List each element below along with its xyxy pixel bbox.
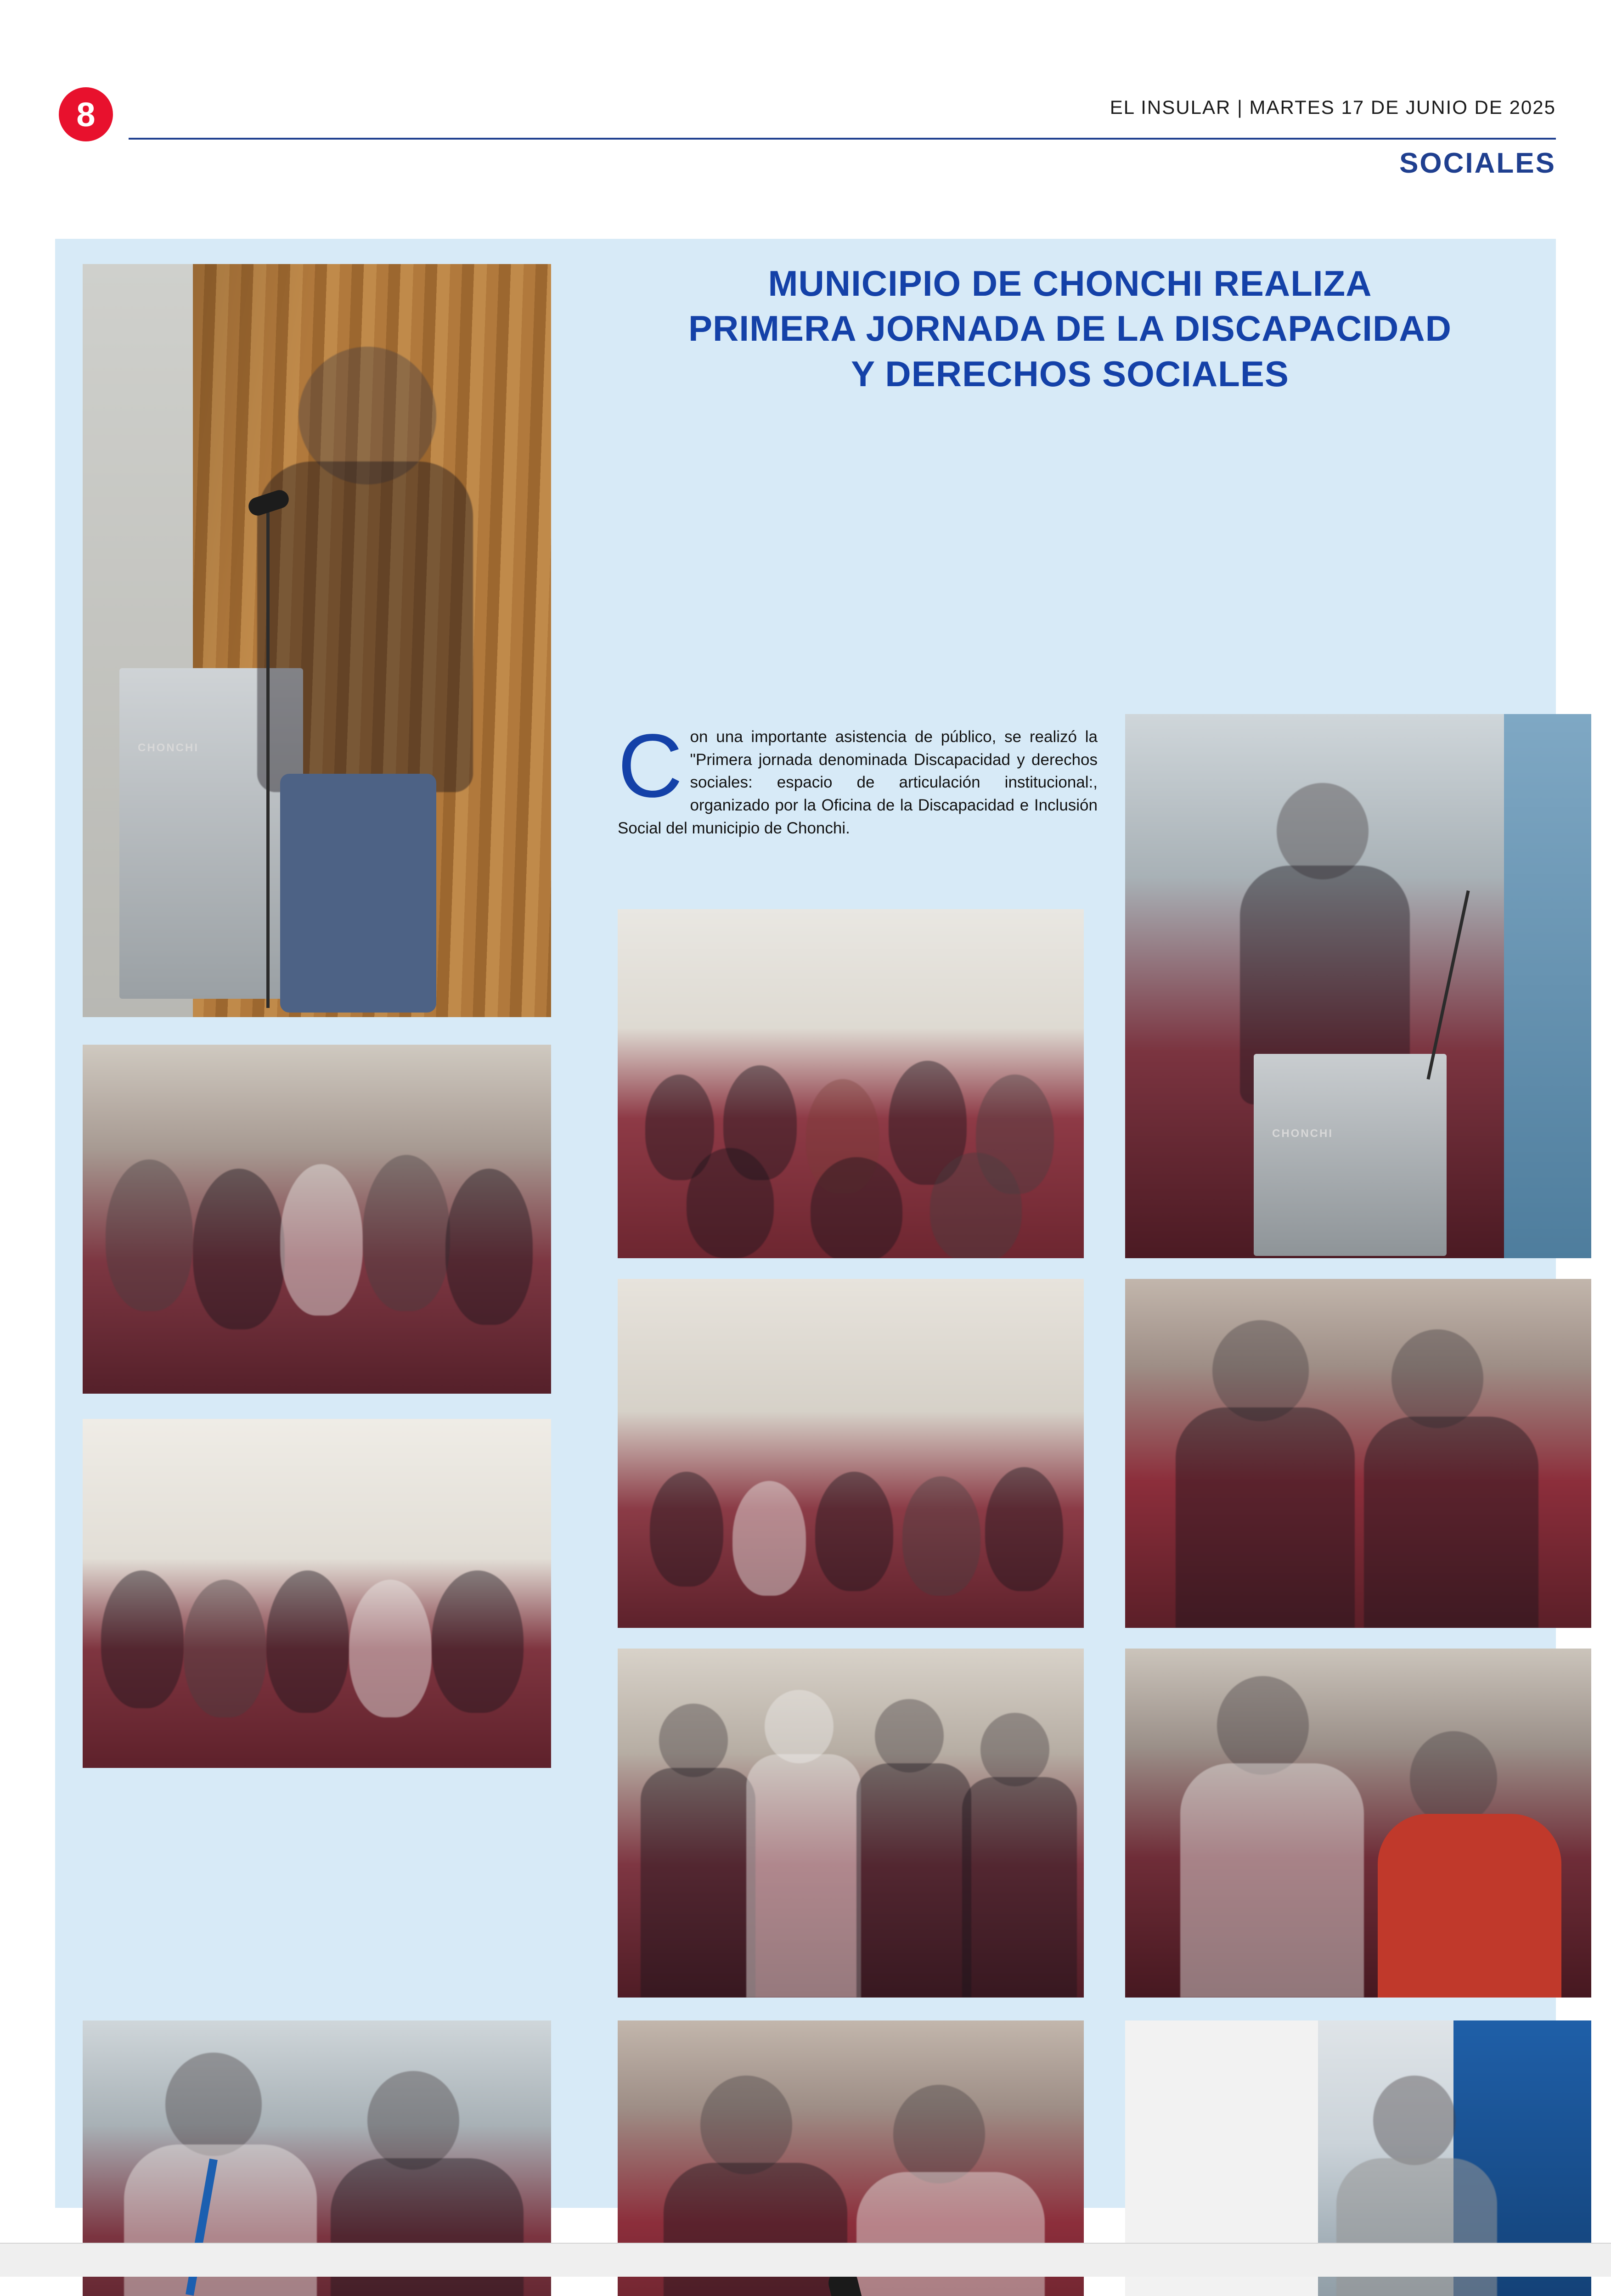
photo-hall-wide-audience (618, 1279, 1084, 1628)
header-divider (129, 138, 1556, 140)
lectern-label-2: CHONCHI (1272, 1127, 1333, 1140)
section-title: SOCIALES (1399, 147, 1556, 179)
article-body-text: on una importante asistencia de público, se realizó la "Primera jornada denominada Discapacidad y derechos sociales: espacio de articulación institucional:, organizado por la Oficina de la Discapacidad e Inclusión Social del municipio de Chonchi. (618, 728, 1098, 837)
photo-attendees-front-row (83, 1045, 551, 1394)
photo-speaker-podium (83, 264, 551, 1017)
photo-woman-speaking-podium (1125, 714, 1591, 1258)
page-header (0, 0, 1611, 193)
article-headline (606, 261, 1534, 396)
lectern-2 (1254, 1054, 1447, 1256)
headline-line-1: MUNICIPIO DE CHONCHI REALIZA (768, 263, 1372, 304)
lectern-label: CHONCHI (138, 742, 199, 754)
article-dropcap: C (618, 715, 683, 816)
headline-line-2: PRIMERA JORNADA DE LA DISCAPACIDAD (688, 308, 1452, 349)
page-number-badge: 8 (59, 87, 113, 141)
headline-line-3: Y DERECHOS SOCIALES (851, 353, 1289, 394)
photo-group-four-women (618, 1649, 1084, 1998)
article-panel (55, 239, 1556, 2208)
article-body (618, 715, 1098, 839)
photo-man-and-woman-portrait (1125, 1649, 1591, 1998)
photo-audience-side-view (83, 1419, 551, 1768)
masthead-line: EL INSULAR | MARTES 17 DE JUNIO DE 2025 (1110, 96, 1556, 118)
photo-audience-seated-right (618, 909, 1084, 1258)
photo-two-women-seated (1125, 1279, 1591, 1628)
page-footer-strip (0, 2243, 1611, 2277)
